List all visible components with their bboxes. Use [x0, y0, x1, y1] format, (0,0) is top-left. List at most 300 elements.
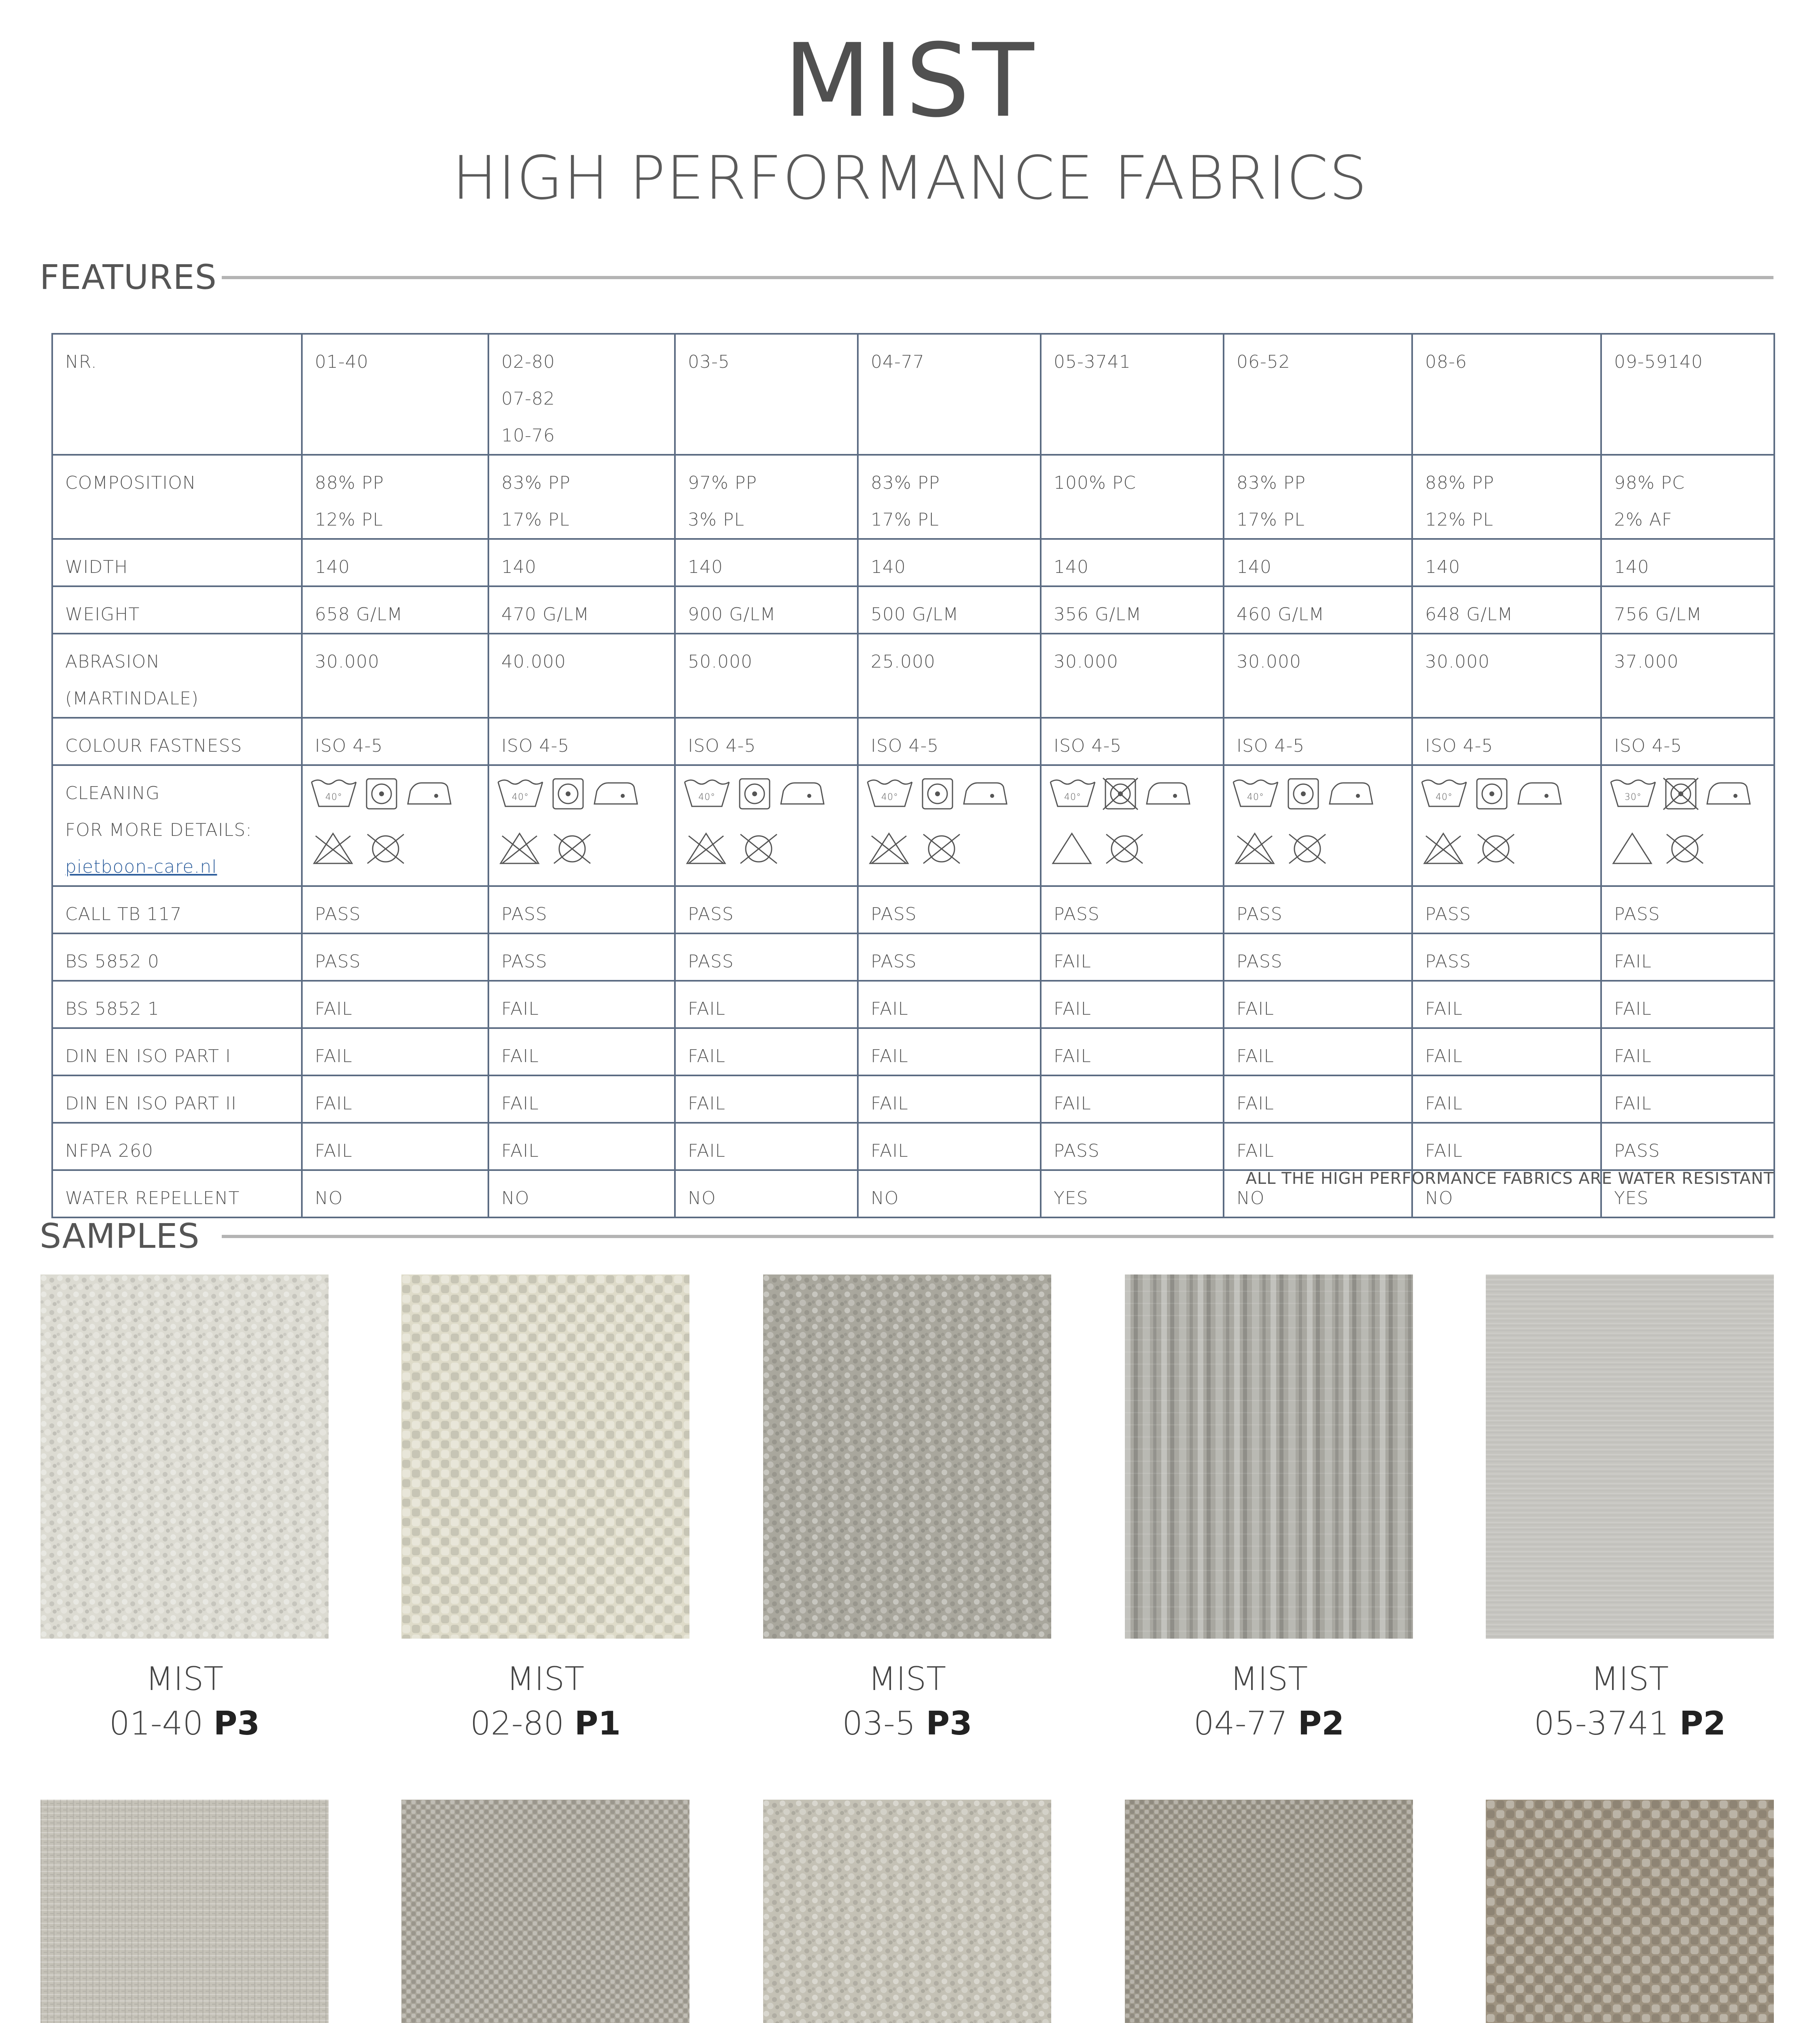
iron-icon	[592, 776, 640, 811]
feature-cell	[488, 933, 675, 981]
feature-cell	[1224, 1123, 1412, 1170]
sample-card	[1486, 1274, 1774, 1760]
feature-value: 83% PP	[871, 473, 940, 493]
feature-cell	[302, 886, 488, 933]
feature-cell	[1601, 933, 1774, 981]
feature-cell	[1601, 1028, 1774, 1075]
feature-cell	[1041, 1123, 1224, 1170]
feature-row	[52, 455, 1774, 539]
feature-cell	[488, 1170, 675, 1217]
feature-cell	[302, 586, 488, 634]
fabric-swatch	[763, 1274, 1051, 1639]
feature-value: NO	[688, 1188, 716, 1209]
feature-cell	[1224, 1075, 1412, 1123]
feature-cell	[858, 586, 1041, 634]
feature-label	[52, 1028, 302, 1075]
sample-code-text: 03-5	[842, 1705, 916, 1742]
no-dry-clean-icon	[735, 831, 783, 867]
feature-cell	[302, 933, 488, 981]
feature-value: 83% PP	[1237, 473, 1306, 493]
features-section-header	[40, 255, 1773, 299]
feature-cell	[1412, 933, 1601, 981]
feature-label-text: NFPA 260	[65, 1141, 154, 1161]
sample-name: MIST	[145, 1660, 224, 1698]
feature-cell	[1224, 933, 1412, 981]
feature-cell	[1041, 539, 1224, 586]
feature-label-text: DIN EN ISO PART I	[65, 1046, 231, 1067]
feature-row	[52, 981, 1774, 1028]
feature-value: 98% PC	[1614, 473, 1685, 493]
feature-value: FAIL	[501, 1141, 539, 1161]
feature-value: PASS	[501, 904, 547, 925]
feature-cell	[1224, 586, 1412, 634]
feature-cell	[1224, 539, 1412, 586]
feature-label	[52, 765, 302, 886]
feature-value: PASS	[1425, 951, 1471, 972]
feature-cell	[1412, 539, 1601, 586]
feature-cell	[675, 539, 858, 586]
feature-cell	[1412, 1075, 1601, 1123]
cleaning-cell	[1412, 765, 1601, 886]
feature-value: FAIL	[871, 999, 908, 1019]
feature-value: FAIL	[1054, 951, 1091, 972]
feature-label-text: BS 5852 1	[65, 999, 159, 1019]
wash-tub-icon	[1232, 776, 1279, 811]
no-dry-clean-icon	[1101, 831, 1148, 867]
feature-row	[52, 634, 1774, 718]
wash-temp-text: 40°	[325, 792, 342, 802]
feature-value: FAIL	[1425, 1141, 1463, 1161]
feature-label	[52, 634, 302, 718]
feature-cell	[1041, 1170, 1224, 1217]
feature-value: NO	[871, 1188, 899, 1209]
feature-value: 140	[501, 557, 537, 577]
feature-label-text: DIN EN ISO PART II	[65, 1093, 237, 1114]
no-dry-clean-icon	[548, 831, 596, 867]
feature-value: FAIL	[501, 1046, 539, 1067]
feature-value: FAIL	[315, 1046, 352, 1067]
feature-label	[52, 886, 302, 933]
feature-value: 460 G/LM	[1237, 604, 1325, 625]
feature-value: YES	[1614, 1188, 1649, 1209]
bleach-icon	[683, 831, 729, 867]
feature-cell	[858, 1123, 1041, 1170]
feature-value: 648 G/LM	[1425, 604, 1513, 625]
feature-cell	[1601, 1123, 1774, 1170]
feature-cell	[1224, 1028, 1412, 1075]
feature-cell	[858, 539, 1041, 586]
feature-value: 140	[871, 557, 906, 577]
feature-cell	[1224, 981, 1412, 1028]
feature-value: 10-76	[501, 425, 555, 446]
no-dry-clean-icon	[362, 831, 409, 867]
feature-label	[52, 539, 302, 586]
wash-tub-icon	[683, 776, 731, 811]
feature-label	[52, 334, 302, 455]
feature-label-text: WIDTH	[65, 557, 128, 577]
feature-value: 470 G/LM	[501, 604, 590, 625]
wash-temp-text: 40°	[1064, 792, 1081, 802]
sample-name: MIST	[506, 1660, 585, 1698]
feature-cell	[488, 981, 675, 1028]
feature-cell	[675, 1075, 858, 1123]
tumble-dry-icon	[918, 776, 957, 811]
feature-value: FAIL	[688, 1093, 725, 1114]
bleach-icon	[1420, 831, 1466, 867]
feature-label-text: NR.	[65, 352, 97, 372]
sample-card	[1125, 1800, 1413, 2023]
feature-cell	[675, 1123, 858, 1170]
feature-value: ISO 4-5	[501, 736, 570, 756]
feature-label	[52, 981, 302, 1028]
sample-code	[1486, 1703, 1774, 1744]
fabric-swatch	[40, 1274, 329, 1639]
wash-tub-icon	[866, 776, 914, 811]
feature-value: 30.000	[1237, 651, 1301, 672]
iron-icon	[405, 776, 453, 811]
feature-value: PASS	[688, 904, 734, 925]
feature-value: FAIL	[1054, 999, 1091, 1019]
feature-cell	[1224, 886, 1412, 933]
fabric-swatch	[1125, 1800, 1413, 2023]
no-dry-clean-icon	[1472, 831, 1520, 867]
feature-value: 2% AF	[1614, 509, 1673, 530]
feature-cell	[858, 1170, 1041, 1217]
sample-card	[1486, 1800, 1774, 2023]
feature-label	[52, 586, 302, 634]
feature-cell	[302, 455, 488, 539]
feature-cell	[858, 334, 1041, 455]
feature-value: 25.000	[871, 651, 935, 672]
cleaning-cell	[1601, 765, 1774, 886]
feature-row	[52, 334, 1774, 455]
feature-cell	[488, 634, 675, 718]
feature-value: 88% PP	[315, 473, 384, 493]
feature-value: FAIL	[501, 1093, 539, 1114]
feature-cell	[1412, 981, 1601, 1028]
wash-temp-text: 40°	[1247, 792, 1264, 802]
feature-value: 12% PL	[1425, 509, 1493, 530]
feature-cell	[675, 334, 858, 455]
feature-cell	[1412, 634, 1601, 718]
feature-value: FAIL	[688, 1141, 725, 1161]
sample-code	[1125, 1703, 1413, 1744]
feature-label-text: COLOUR FASTNESS	[65, 736, 242, 756]
feature-value: FAIL	[688, 1046, 725, 1067]
feature-row	[52, 1075, 1774, 1123]
tumble-dry-icon	[549, 776, 587, 811]
fabric-swatch	[1486, 1274, 1774, 1639]
sample-code-text: 01-40	[109, 1705, 204, 1742]
features-divider	[222, 276, 1773, 279]
feature-row	[52, 539, 1774, 586]
feature-cell	[1601, 634, 1774, 718]
sample-code	[763, 1703, 1051, 1744]
feature-cell	[488, 886, 675, 933]
feature-value: NO	[315, 1188, 343, 1209]
wash-tub-icon	[496, 776, 544, 811]
feature-value: 97% PP	[688, 473, 757, 493]
feature-cell	[488, 1075, 675, 1123]
feature-cell	[1601, 718, 1774, 765]
feature-cell	[675, 933, 858, 981]
feature-label	[52, 455, 302, 539]
sample-name: MIST	[1230, 1660, 1308, 1698]
feature-value: ISO 4-5	[1614, 736, 1682, 756]
cleaning-cell	[1224, 765, 1412, 886]
feature-value: FAIL	[315, 1093, 352, 1114]
feature-value: PASS	[1425, 904, 1471, 925]
tumble-dry-icon	[1473, 776, 1511, 811]
sample-name: MIST	[1591, 1660, 1669, 1698]
feature-cell	[488, 586, 675, 634]
feature-cell	[675, 1028, 858, 1075]
sample-code-text: 04-77	[1193, 1705, 1288, 1742]
sample-card	[763, 1274, 1051, 1760]
feature-value: 140	[1237, 557, 1272, 577]
feature-label-text: BS 5852 0	[65, 951, 159, 972]
feature-value: FAIL	[871, 1093, 908, 1114]
feature-value: FAIL	[1425, 1046, 1463, 1067]
feature-label-text: WATER REPELLENT	[65, 1188, 240, 1209]
feature-row	[52, 886, 1774, 933]
feature-label-text: CLEANING	[65, 783, 160, 804]
feature-cell	[858, 1075, 1041, 1123]
feature-value: FAIL	[1054, 1093, 1091, 1114]
feature-value: 500 G/LM	[871, 604, 959, 625]
feature-value: 88% PP	[1425, 473, 1494, 493]
feature-cell	[1224, 718, 1412, 765]
feature-cell	[1041, 1075, 1224, 1123]
bleach-icon	[1609, 831, 1655, 867]
tumble-dry-icon	[1101, 776, 1139, 811]
bleach-icon	[310, 831, 356, 867]
bleach-icon	[496, 831, 543, 867]
feature-value: 3% PL	[688, 509, 745, 530]
feature-value: 30.000	[1054, 651, 1118, 672]
sample-name: MIST	[868, 1660, 946, 1698]
cleaning-cell	[1041, 765, 1224, 886]
feature-value: ISO 4-5	[1237, 736, 1305, 756]
feature-value: 09-59140	[1614, 352, 1703, 372]
feature-value: FAIL	[1237, 999, 1274, 1019]
wash-temp-text: 40°	[512, 792, 529, 802]
feature-row	[52, 933, 1774, 981]
tumble-dry-icon	[1662, 776, 1700, 811]
feature-cell	[675, 1170, 858, 1217]
feature-value: 658 G/LM	[315, 604, 403, 625]
feature-label	[52, 1170, 302, 1217]
feature-cell	[1041, 886, 1224, 933]
feature-value: FAIL	[871, 1141, 908, 1161]
feature-cell	[675, 586, 858, 634]
wash-temp-text: 30°	[1625, 792, 1642, 802]
water-resistant-note: ALL THE HIGH PERFORMANCE FABRICS ARE WATER RESISTANT	[1245, 1169, 1774, 1188]
feature-cell	[1601, 981, 1774, 1028]
feature-cell	[675, 455, 858, 539]
feature-value: 17% PL	[501, 509, 570, 530]
sample-code	[40, 1703, 329, 1744]
feature-cell	[858, 886, 1041, 933]
feature-value: ISO 4-5	[315, 736, 383, 756]
feature-label	[52, 1123, 302, 1170]
feature-cell	[1224, 334, 1412, 455]
feature-cell	[858, 1028, 1041, 1075]
feature-value: YES	[1054, 1188, 1088, 1209]
feature-row	[52, 1028, 1774, 1075]
feature-cell	[1412, 1123, 1601, 1170]
cleaning-cell	[858, 765, 1041, 886]
feature-value: PASS	[1054, 1141, 1100, 1161]
feature-value: 17% PL	[1237, 509, 1305, 530]
feature-cell	[488, 455, 675, 539]
feature-cell	[1041, 455, 1224, 539]
feature-cell	[302, 1170, 488, 1217]
feature-cell	[488, 334, 675, 455]
care-link[interactable]: pietboon-care.nl	[65, 857, 217, 877]
feature-value: 756 G/LM	[1614, 604, 1702, 625]
tumble-dry-icon	[736, 776, 774, 811]
feature-label	[52, 933, 302, 981]
wash-tub-icon	[310, 776, 358, 811]
feature-cell	[1412, 886, 1601, 933]
no-dry-clean-icon	[1661, 831, 1709, 867]
feature-value: 140	[1425, 557, 1460, 577]
sample-card	[401, 1274, 689, 1760]
feature-cell	[675, 981, 858, 1028]
sample-grade: P2	[1679, 1705, 1726, 1742]
feature-cell	[1041, 634, 1224, 718]
feature-value: 140	[315, 557, 350, 577]
feature-cell	[858, 981, 1041, 1028]
feature-cell	[302, 1075, 488, 1123]
cleaning-cell	[488, 765, 675, 886]
feature-label-text: FOR MORE DETAILS:	[65, 820, 252, 840]
feature-value: PASS	[1614, 1141, 1660, 1161]
cleaning-cell	[675, 765, 858, 886]
sample-card	[1125, 1274, 1413, 1760]
feature-cell	[858, 634, 1041, 718]
feature-value: FAIL	[1614, 999, 1652, 1019]
feature-cell	[858, 455, 1041, 539]
tumble-dry-icon	[363, 776, 401, 811]
feature-label-text: CALL TB 117	[65, 904, 182, 925]
feature-cell	[1041, 586, 1224, 634]
feature-value: 37.000	[1614, 651, 1679, 672]
page-subtitle: HIGH PERFORMANCE FABRICS	[452, 143, 1368, 213]
fabric-swatch	[401, 1800, 689, 2023]
feature-value: 900 G/LM	[688, 604, 776, 625]
feature-label-text: WEIGHT	[65, 604, 140, 625]
feature-value: ISO 4-5	[1425, 736, 1493, 756]
feature-value: ISO 4-5	[871, 736, 939, 756]
feature-cell	[302, 981, 488, 1028]
wash-tub-icon	[1049, 776, 1097, 811]
feature-value: NO	[1237, 1188, 1265, 1209]
feature-cell	[858, 933, 1041, 981]
sample-code-text: 02-80	[470, 1705, 564, 1742]
samples-section-header	[40, 1214, 1773, 1258]
feature-cell	[675, 718, 858, 765]
feature-value: FAIL	[1237, 1141, 1274, 1161]
feature-value: FAIL	[688, 999, 725, 1019]
feature-value: PASS	[871, 904, 917, 925]
feature-value: FAIL	[1425, 1093, 1463, 1114]
feature-value: NO	[501, 1188, 530, 1209]
feature-cell	[1041, 933, 1224, 981]
feature-label-text: (MARTINDALE)	[65, 688, 199, 709]
feature-value: FAIL	[1237, 1046, 1274, 1067]
tumble-dry-icon	[1284, 776, 1322, 811]
feature-cell	[1041, 981, 1224, 1028]
fabric-swatch	[1486, 1800, 1774, 2023]
sample-card	[40, 1274, 329, 1760]
bleach-icon	[1232, 831, 1278, 867]
feature-value: ISO 4-5	[688, 736, 756, 756]
feature-value: PASS	[315, 904, 361, 925]
feature-value: PASS	[315, 951, 361, 972]
sample-code-text: 05-3741	[1534, 1705, 1669, 1742]
feature-value: FAIL	[501, 999, 539, 1019]
feature-value: 05-3741	[1054, 352, 1131, 372]
feature-value: PASS	[1237, 904, 1283, 925]
feature-cell	[675, 634, 858, 718]
feature-value: 40.000	[501, 651, 566, 672]
feature-cell	[1224, 455, 1412, 539]
feature-value: FAIL	[1614, 1046, 1652, 1067]
fabric-swatch	[401, 1274, 689, 1639]
feature-cell	[302, 334, 488, 455]
feature-label-text: ABRASION	[65, 651, 160, 672]
feature-value: FAIL	[315, 1141, 352, 1161]
sample-grade: P1	[574, 1705, 621, 1742]
feature-value: 140	[1054, 557, 1089, 577]
wash-temp-text: 40°	[1436, 792, 1453, 802]
feature-cell	[302, 634, 488, 718]
feature-cell	[302, 539, 488, 586]
feature-cell	[1601, 455, 1774, 539]
feature-value: PASS	[501, 951, 547, 972]
feature-value: 140	[688, 557, 723, 577]
feature-cell	[1041, 334, 1224, 455]
feature-cell	[1412, 718, 1601, 765]
feature-value: 02-80	[501, 352, 555, 372]
feature-cell	[675, 886, 858, 933]
feature-value: FAIL	[871, 1046, 908, 1067]
page-title: MIST	[783, 22, 1037, 140]
feature-value: FAIL	[1237, 1093, 1274, 1114]
feature-cell	[488, 539, 675, 586]
feature-row	[52, 718, 1774, 765]
feature-cell	[1601, 586, 1774, 634]
features-heading: FEATURES	[40, 257, 217, 297]
feature-value: 07-82	[501, 388, 555, 409]
feature-value: 01-40	[315, 352, 369, 372]
iron-icon	[1144, 776, 1192, 811]
feature-cell	[488, 1123, 675, 1170]
feature-cell	[1412, 334, 1601, 455]
sample-card	[763, 1800, 1051, 2023]
samples-heading: SAMPLES	[40, 1216, 200, 1256]
no-dry-clean-icon	[918, 831, 965, 867]
iron-icon	[1516, 776, 1563, 811]
wash-temp-text: 40°	[698, 792, 715, 802]
feature-value: PASS	[1614, 904, 1660, 925]
feature-cell	[302, 1028, 488, 1075]
feature-row	[52, 1123, 1774, 1170]
bleach-icon	[866, 831, 912, 867]
feature-label	[52, 718, 302, 765]
